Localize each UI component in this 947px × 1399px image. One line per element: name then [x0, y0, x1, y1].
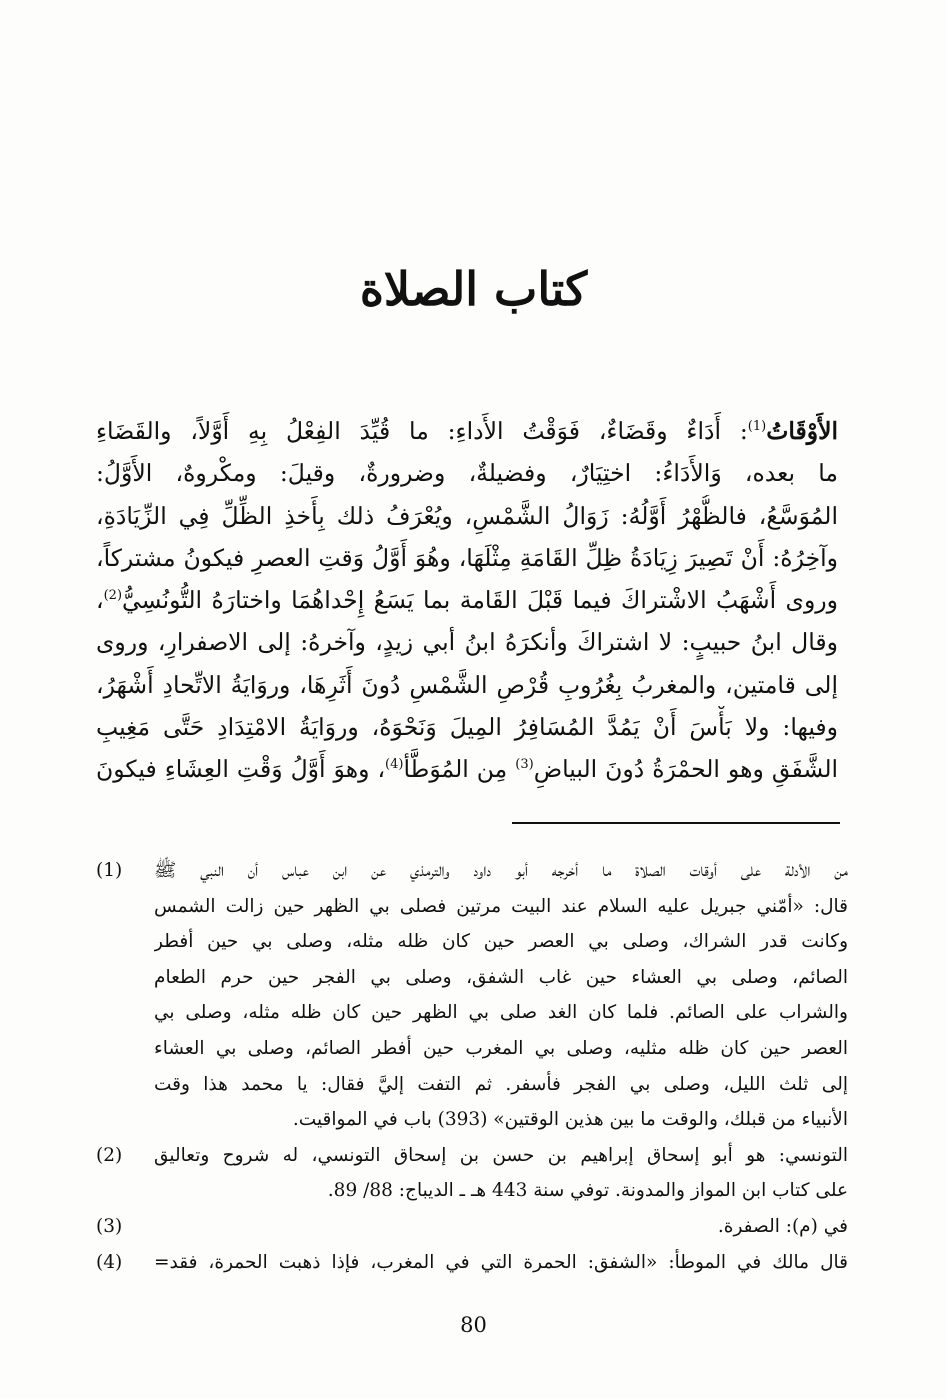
footnote-body — [154, 1209, 848, 1245]
chapter-title: كتاب الصلاة — [359, 262, 588, 316]
footnote-line: الأنبياء من قبلك، والوقت ما بين هذين الوقتين» (393) باب في المواقيت. — [292, 1109, 848, 1131]
line-text: مِن المُوَطَّأ — [403, 755, 516, 784]
main-line-5 — [96, 579, 838, 621]
footnote-3 — [96, 1209, 848, 1245]
footnote-number: (4) — [96, 1251, 123, 1273]
footnote-separator — [512, 822, 840, 824]
footnote-line: التونسي: هو أبو إسحاق إبراهيم بن حسن بن إسحاق التونسي، له شروح وتعاليق — [154, 1144, 848, 1166]
footnote-ref-1[interactable]: (1) — [747, 419, 767, 435]
main-line-3: المُوَسَّعُ، فالظُّهْرُ أَوَّلُهُ: زَوَالُ الشَّمْسِ، ويُعْرَفُ ذلك بِأَخذِ الظِّلِّ فِي الزِّيَادَةِ، — [96, 501, 838, 530]
footnote-2 — [96, 1138, 848, 1209]
footnote-number: (2) — [96, 1144, 123, 1166]
footnote-body — [154, 853, 848, 1138]
line-text: ، وهوَ أَوَّلُ وَقْتِ العِشَاءِ فيكونَ — [96, 755, 386, 784]
main-line-9 — [96, 748, 838, 790]
line-text: وروى أَشْهَبُ الاشْتراكَ فيما قَبْلَ القَامة بما يَسَعُ إِحْداهُمَا واختارَهُ التُّونُسِيُّ — [122, 586, 838, 615]
footnote-body — [154, 1245, 848, 1281]
footnote-line: إلى ثلث الليل، وصلى بي الفجر فأسفر. ثم التفت إليَّ فقال: يا محمد هذا وقت — [154, 1073, 848, 1095]
footnote-1 — [96, 853, 848, 1138]
footnote-line: والشراب على الصائم. فلما كان الغد صلى بي الظهر حين كان ظله مثله، وصلى بي — [154, 1002, 848, 1024]
footnote-line: قال: «أمّني جبريل عليه السلام عند البيت مرتين فصلى بي الظهر حين زالت الشمس — [154, 895, 848, 917]
footnote-ref-4[interactable]: (4) — [385, 757, 404, 773]
main-line-8: وفيها: ولا بَأْسَ أَنْ يَمُدَّ المُسَافِرُ المِيلَ وَنَحْوَهُ، وروَايَةُ الامْتِدَادِ حَتَّى مَغِيبِ — [96, 713, 838, 742]
main-line-2: ما بعده، وَالأَدَاءُ: اختِيَارٌ، وفضيلةٌ، وضرورةٌ، وقيلَ: ومكْروهٌ، الأَوَّلُ: — [96, 459, 838, 488]
footnote-ref-2[interactable]: (2) — [103, 588, 123, 604]
main-line-1 — [96, 410, 838, 452]
main-line-4: وآخِرُهُ: أَنْ تَصِيرَ زِيَادَةُ ظِلِّ القَامَةِ مِثْلَهَا، وهُوَ أَوَّلُ وَقتِ العصرِ فيكونُ مشتركاً، — [96, 543, 838, 572]
footnote-line: من الأدلة على أوقات الصلاة ما أخرجه أبو داود والترمذي عن ابن عباس أن النبي ﷺ — [154, 860, 848, 881]
page-number: 80 — [460, 1313, 487, 1337]
footnote-line: في (م): الصفرة. — [717, 1215, 848, 1237]
main-line-7: إلى قامتين، والمغربُ بِغُرُوبِ قُرْصِ الشَّمْسِ دُونَ أَثَرِهَا، وروَايَةُ الاتِّحادِ أَشْهَرُ، — [96, 670, 838, 699]
footnote-number: (3) — [96, 1215, 123, 1237]
footnotes — [96, 853, 848, 1281]
footnote-line: على كتاب ابن المواز والمدونة. توفي سنة 443 هـ ـ الديباج: 88/ 89. — [327, 1180, 848, 1202]
line-text: ، — [96, 586, 104, 615]
lead-word: الأَوْقَاتُ — [766, 417, 838, 445]
footnote-line: قال مالك في الموطأ: «الشفق: الحمرة التي في المغرب، فإذا ذهبت الحمرة، فقد= — [154, 1251, 848, 1273]
line-text: الشَّفَقِ وهو الحمْرَةُ دُونَ البياضِ — [533, 755, 838, 784]
footnote-line: الصائم، وصلى بي العشاء حين غاب الشفق، وصلى بي الفجر حين حرم الطعام — [154, 966, 848, 988]
footnote-number: (1) — [96, 860, 123, 881]
line-text: : أَدَاءٌ وقَضَاءٌ، فَوَقْتُ الأَداءِ: ما قُيِّدَ الفِعْلُ بِهِ أَوَّلاً، والقَضَاءِ — [96, 417, 748, 445]
main-line-6: وقال ابنُ حبيبٍ: لا اشتراكَ وأنكرَهُ ابنُ أبي زيدٍ، وآخرهُ: إلى الاصفرارِ، وروى — [96, 628, 838, 657]
footnote-body — [154, 1138, 848, 1209]
main-text — [96, 410, 838, 791]
footnote-4 — [96, 1245, 848, 1281]
footnote-line: وكانت قدر الشراك، وصلى بي العصر حين كان ظله مثله، وصلى بي حين أفطر — [154, 931, 848, 953]
footnote-ref-3[interactable]: (3) — [515, 757, 534, 773]
footnote-line: العصر حين كان ظله مثليه، وصلى بي المغرب حين أفطر الصائم، وصلى بي العشاء — [154, 1037, 848, 1059]
